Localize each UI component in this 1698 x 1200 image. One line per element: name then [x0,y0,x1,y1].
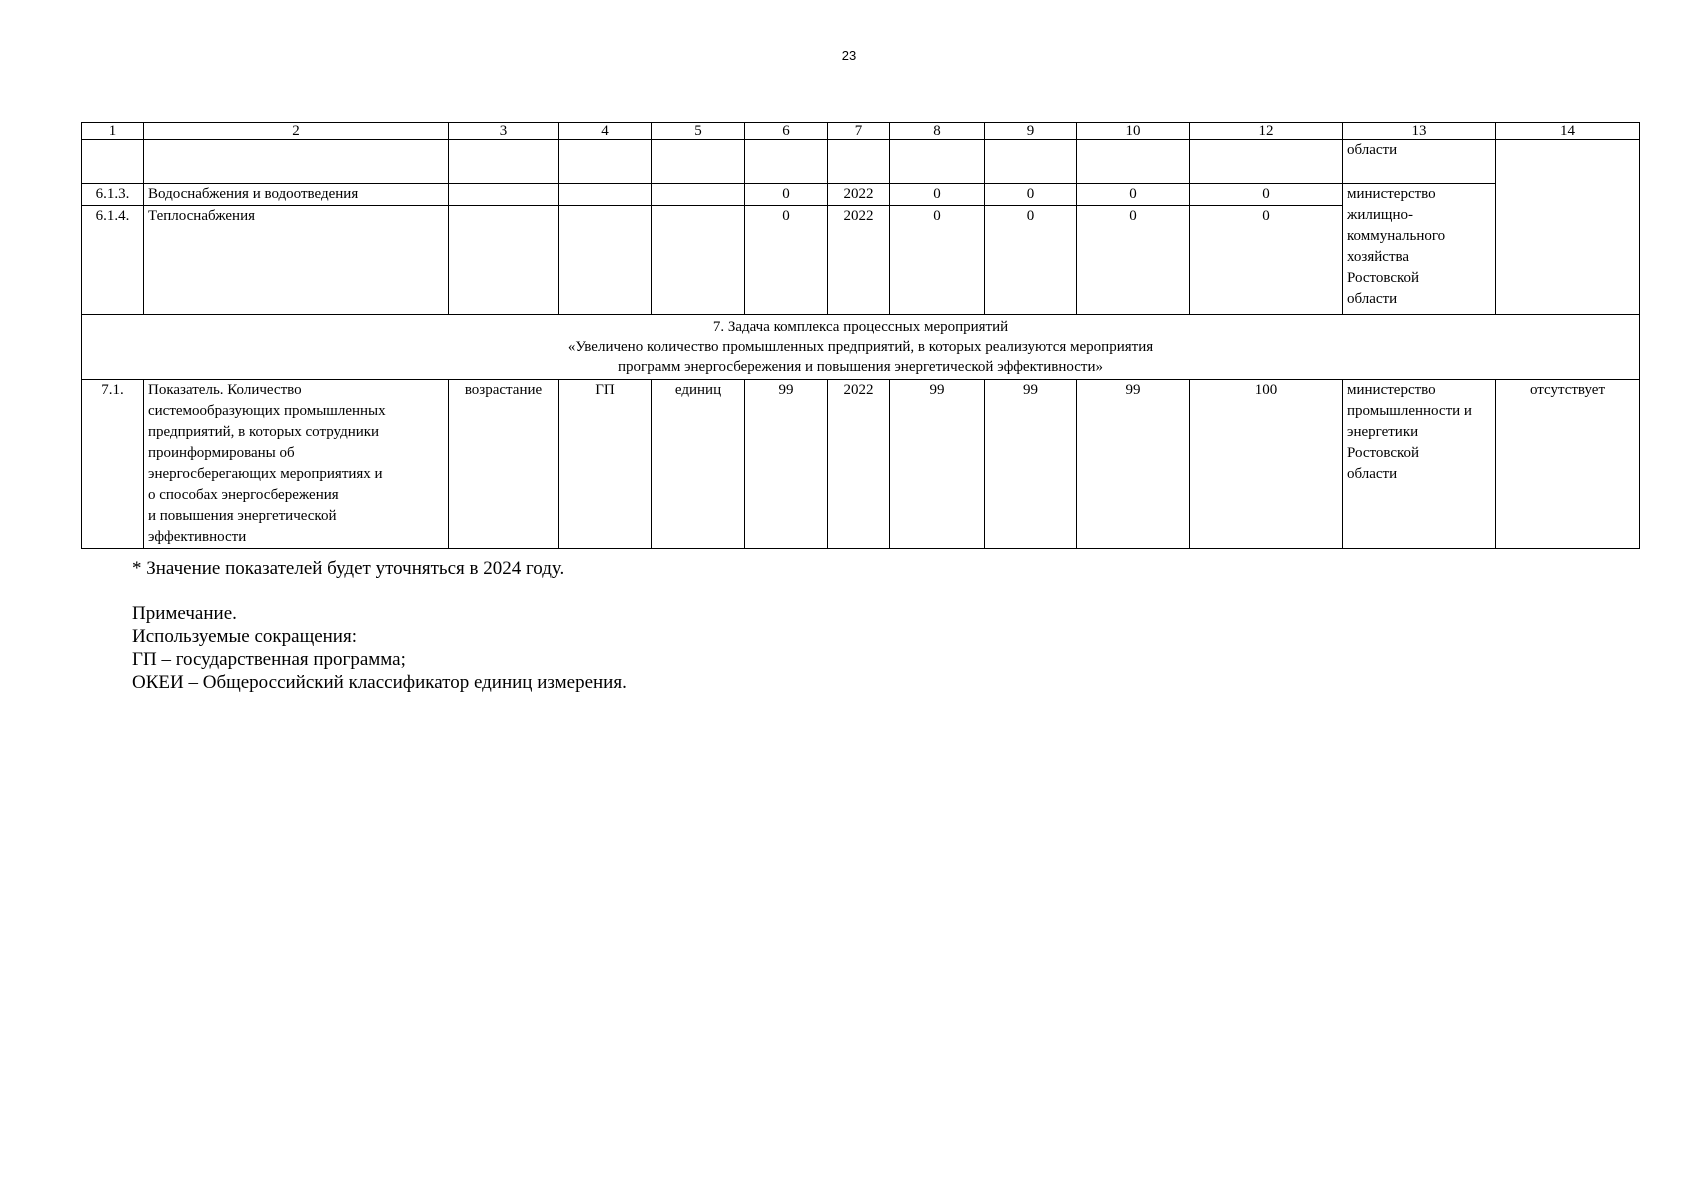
column-number: 10 [1077,123,1190,140]
cell-col7: 2022 [828,206,890,315]
text-line: Ростовской [1347,270,1420,286]
column-number: 14 [1496,123,1640,140]
text-line: министерство [1347,382,1436,398]
text-line: Показатель. Количество [148,382,302,398]
row-number: 7.1. [82,380,144,549]
column-number: 2 [144,123,449,140]
cell-col6: 0 [745,206,828,315]
empty-cell [1496,140,1640,315]
text-line: эффективности [148,529,247,545]
text-line: системообразующих промышленных [148,403,386,419]
responsible-cell [1343,380,1496,549]
cell-col7: 2022 [828,184,890,206]
text-line: министерство [1347,186,1436,202]
text-line: хозяйства [1347,249,1410,265]
cell-col4: ГП [559,380,652,549]
cell-col8: 99 [890,380,985,549]
column-number: 12 [1190,123,1343,140]
text-line: проинформированы об [148,445,295,461]
column-number: 3 [449,123,559,140]
cell-col12: 100 [1190,380,1343,549]
responsible-cell: области [1343,140,1496,184]
section-heading [82,315,1640,380]
column-number: 7 [828,123,890,140]
table-row [82,380,1640,549]
notes-block [132,557,627,694]
indicators-table [81,122,1640,549]
text-line: промышленности и [1347,403,1472,419]
indicator-name [144,380,449,549]
text-line: области [1347,291,1398,307]
responsible-cell [1343,184,1496,315]
column-number: 5 [652,123,745,140]
text-line: о способах энергосбережения [148,487,339,503]
cell-col6: 0 [745,184,828,206]
column-number: 13 [1343,123,1496,140]
abbreviation-item: ГП – государственная программа; [132,649,406,670]
text-line: жилищно- [1347,207,1413,223]
abbreviation-item: ОКЕИ – Общероссийский классификатор единиц измерения. [132,672,627,693]
column-number: 8 [890,123,985,140]
column-number-row [82,123,1640,140]
cell-col9: 0 [985,206,1077,315]
table-row [82,184,1640,206]
row-number: 6.1.4. [82,206,144,315]
section-text: «Увеличено количество промышленных предприятий, в которых реализуются мероприятия [567,339,1154,355]
indicator-name: Теплоснабжения [144,206,449,315]
section-text: программ энергосбережения и повышения энергетической эффективности» [618,359,1103,375]
cell-col3: возрастание [449,380,559,549]
cell-col9: 99 [985,380,1077,549]
text-line: предприятий, в которых сотрудники [148,424,380,440]
cell-col6: 99 [745,380,828,549]
cell-col8: 0 [890,184,985,206]
cell-col14: отсутствует [1496,380,1640,549]
indicator-name: Водоснабжения и водоотведения [144,184,449,206]
cell-col8: 0 [890,206,985,315]
column-number: 1 [82,123,144,140]
column-number: 4 [559,123,652,140]
text-line: Ростовской [1347,445,1420,461]
page-number: 23 [841,48,857,63]
column-number: 6 [745,123,828,140]
column-number: 9 [985,123,1077,140]
continuation-row [82,140,1640,184]
row-number: 6.1.3. [82,184,144,206]
text-line: области [1347,466,1398,482]
cell-col5: единиц [652,380,745,549]
text-line: энергетики [1347,424,1419,440]
text-line: энергосберегающих мероприятиях и [148,466,383,482]
cell-col9: 0 [985,184,1077,206]
cell-col10: 0 [1077,184,1190,206]
text-line: коммунального [1347,228,1446,244]
section-row [82,315,1640,380]
cell-col10: 99 [1077,380,1190,549]
text-line: и повышения энергетической [148,508,337,524]
cell-col7: 2022 [828,380,890,549]
cell-col12: 0 [1190,206,1343,315]
cell-col12: 0 [1190,184,1343,206]
abbreviations-title: Используемые сокращения: [132,626,357,647]
note-title: Примечание. [132,603,237,624]
section-title: 7. Задача комплекса процессных мероприятий [712,319,1009,335]
footnote: * Значение показателей будет уточняться в 2024 году. [132,558,565,579]
cell-col10: 0 [1077,206,1190,315]
